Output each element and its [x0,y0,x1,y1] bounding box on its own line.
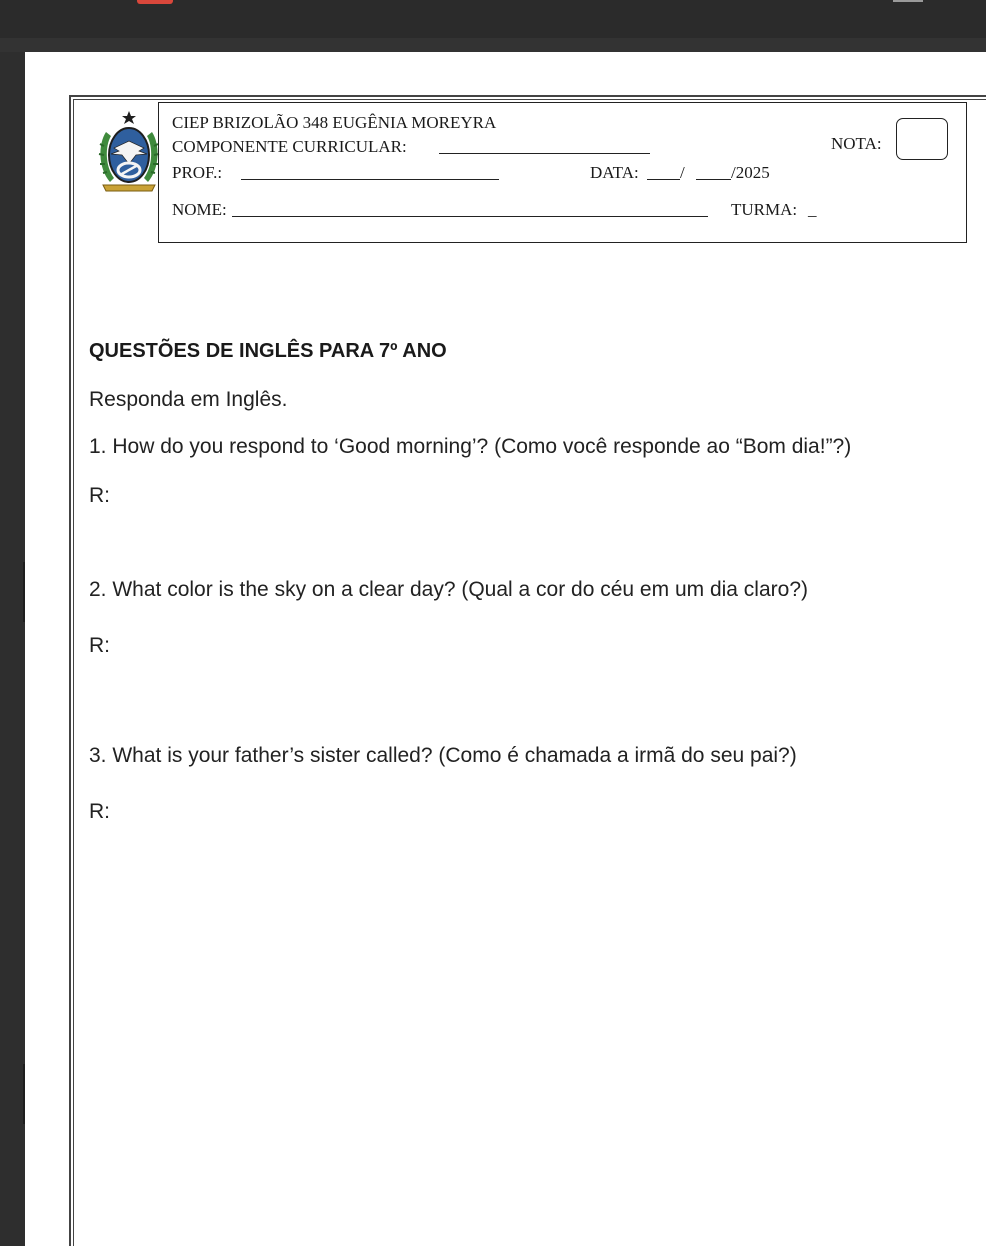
name-label: NOME: [172,200,227,219]
viewer-gap [0,38,986,52]
instruction-text: Responda em Inglês. [89,388,288,411]
question-3: 3. What is your father’s sister called? (Como é chamada a irmã do seu pai?) [89,744,797,767]
name-field[interactable] [232,216,708,217]
teacher-field[interactable] [241,179,499,180]
menu-icon[interactable] [893,0,923,2]
class-field[interactable]: _ [808,200,817,219]
date-month-field[interactable] [696,179,731,180]
component-label: COMPONENTE CURRICULAR: [172,137,407,156]
question-2: 2. What color is the sky on a clear day? (Qual a cor do céu em um dia claro?) [89,578,808,601]
answer-label-2: R: [89,634,110,657]
state-crest-icon [94,110,164,194]
answer-label-3: R: [89,800,110,823]
date-day-field[interactable] [647,179,680,180]
page-border-inner [73,99,986,1246]
class-label: TURMA: [731,200,798,219]
viewer-toolbar [0,0,986,38]
date-year: /2025 [731,163,770,182]
recording-indicator [137,0,173,4]
grade-box[interactable] [896,118,948,160]
component-field[interactable] [439,153,650,154]
grade-label: NOTA: [831,134,882,153]
school-name: CIEP BRIZOLÃO 348 EUGÊNIA MOREYRA [172,113,497,132]
document-page [25,52,986,1246]
date-separator: / [680,163,685,182]
question-1: 1. How do you respond to ‘Good morning’? (Como você responde ao “Bom dia!”?) [89,435,852,458]
worksheet-title: QUESTÕES DE INGLÊS PARA 7º ANO [89,340,447,362]
teacher-label: PROF.: [172,163,223,182]
answer-label-1: R: [89,484,110,507]
left-gutter [0,52,25,1246]
date-label: DATA: [590,163,639,182]
